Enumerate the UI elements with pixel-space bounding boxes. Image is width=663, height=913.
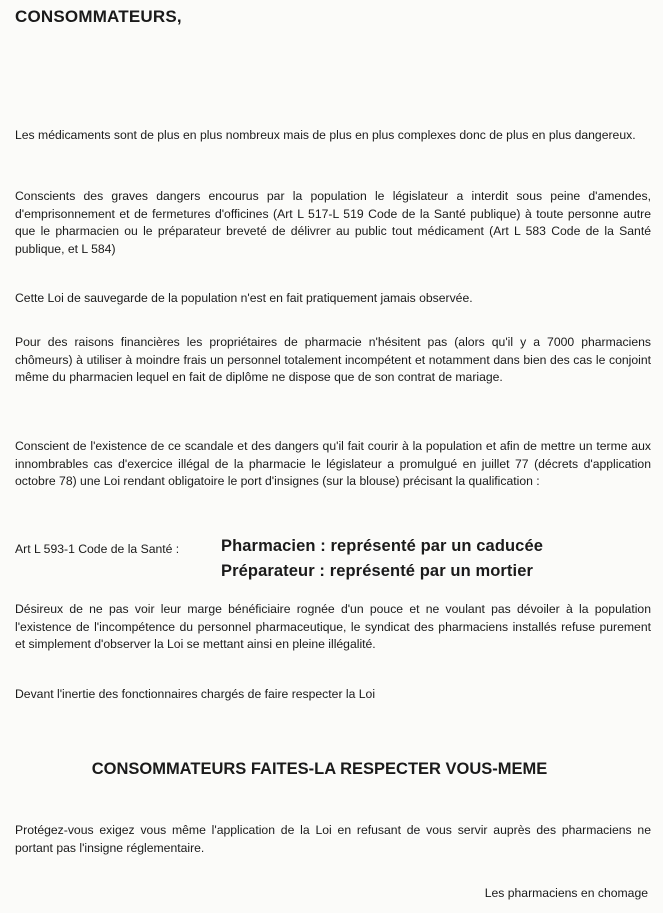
document-heading: CONSOMMATEURS, [15,7,182,26]
paragraph-raisons-financieres: Pour des raisons financières les propriétaires de pharmacie n'hésitent pas (alors qu'il y a 7000 pharmaciens chômeurs) à utiliser à moindre frais un personnel totalement incompétent et notamment dans bien des cas le conjoint même du pharmacien lequel en fait de diplôme ne dispose que de son contrat de mariage. [15,335,651,384]
paragraph-syndicat: Désireux de ne pas voir leur marge bénéficiaire rognée d'un pouce et ne voulant pas dévoiler à la population l'existence de l'incompétence du personnel pharmaceutique, le syndicat des pharmaciens installés refuse purement et simplement d'observer la Loi se mettant ainsi en pleine illégalité. [15,602,651,651]
signature: Les pharmaciens en chomage [484,886,648,900]
symbol-preparateur: Préparateur : représenté par un mortier [221,562,534,580]
paragraph-medicaments: Les médicaments sont de plus en plus nombreux mais de plus en plus complexes donc de plus en plus dangereux. [15,128,636,142]
paragraph-inertie: Devant l'inertie des fonctionnaires chargés de faire respecter la Loi [15,687,376,701]
article-reference: Art L 593-1 Code de la Santé : [15,542,180,556]
slogan-heading: CONSOMMATEURS FAITES-LA RESPECTER VOUS-MEME [91,760,548,778]
symbol-pharmacien: Pharmacien : représenté par un caducée [221,537,544,555]
paragraph-protegez-vous: Protégez-vous exigez vous même l'application de la Loi en refusant de vous servir auprès des pharmaciens ne portant pas l'insigne réglementaire. [15,823,651,855]
paragraph-scandale: Conscient de l'existence de ce scandale et des dangers qu'il fait courir à la population et afin de mettre un terme aux innombrables cas d'exercice illégal de la pharmacie le législateur a promulgué en juillet 77 (décrets d'application octobre 78) une Loi rendant obligatoire le port d'insignes (sur la blouse) précisant la qualification : [15,439,651,488]
paragraph-loi-non-observee: Cette Loi de sauvegarde de la population n'est en fait pratiquement jamais observée. [15,291,473,305]
paragraph-legislateur: Conscients des graves dangers encourus par la population le législateur a interdit sous peine d'amendes, d'emprisonnement et de fermetures d'officines (Art L 517-L 519 Code de la Santé publique) à toute personne autre que le pharmacien ou le préparateur breveté de délivrer au public tout médicament (Art L 583 Code de la Santé publique, et L 584) [15,189,651,256]
